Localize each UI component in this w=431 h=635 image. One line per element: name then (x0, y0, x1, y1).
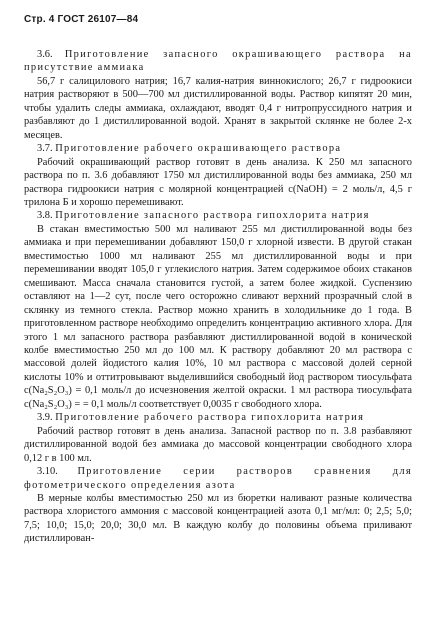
section-heading-3-6 (24, 48, 412, 75)
section-heading-3-10 (24, 465, 412, 492)
section-number: 3.7. (37, 143, 53, 155)
section-heading-3-7 (24, 142, 412, 155)
section-title: Приготовление серии растворов сравнения для фотометрического определения азота (24, 466, 412, 491)
section-body-3-9: Рабочий раствор готовят в день анализа. Запасной раствор по п. 3.8 разбавляют дистиллированной водой без аммиака до массовой концентрации свободного хлора 0,12 г в 100 мл. (24, 425, 412, 464)
section-heading-3-9 (24, 411, 412, 424)
section-title: Приготовление рабочего окрашивающего раствора (55, 143, 342, 155)
section-title: Приготовление запасного окрашивающего раствора на присутствие аммиака (24, 49, 412, 74)
section-number: 3.9. (37, 412, 53, 424)
page-header: Стр. 4 ГОСТ 26107—84 (24, 14, 139, 25)
section-number: 3.8. (37, 210, 53, 222)
section-body-3-6: 56,7 г салицилового натрия; 16,7 калия-натрия виннокислого; 26,7 г гидроокиси натрия растворяют в 500—700 мл дистиллированной воды. Раствор кипятят 20 мин, чтобы удалить следы аммиака, охлаждают, вводят 0,4 г нитропруссидного натрия и разбавляют до 1 дистиллированной водой. Хранят в закрытой склянке не более 2-х месяцев. (24, 75, 412, 141)
section-body-3-7: Рабочий окрашивающий раствор готовят в день анализа. К 250 мл запасного раствора по п. 3.6 добавляют 1750 мл дистиллированной воды без аммиака, 250 мл раствора гидроокиси натрия с молярной концентрацией с(NaOH) = 2 моль/л, 4,5 г трилона Б и хорошо перемешивают. (24, 156, 412, 208)
section-body-3-10: В мерные колбы вместимостью 250 мл из бюретки наливают разные количества раствора хлористого аммония с массовой концентрацией азота 0,1 мг/мл: 0; 2,5; 5,0; 7,5; 10,0; 15,0; 20,0; 30,0 мл. В каждую колбу до половины объема приливают дистиллирован- (24, 492, 412, 545)
section-title: Приготовление запасного раствора гипохлорита натрия (55, 210, 370, 222)
section-heading-3-8 (24, 209, 412, 222)
section-number: 3.10. (37, 466, 58, 478)
section-title: Приготовление рабочего раствора гипохлорита натрия (55, 412, 365, 424)
document-body (24, 48, 412, 546)
section-body-3-8: В стакан вместимостью 500 мл наливают 255 мл дистиллированной воды без аммиака и при перемешивании добавляют 150,0 г хлорной извести. В другой стакан вместимостью 1000 мл наливают 255 мл дистиллированной воды и при перемешивании вводят 105,0 г углекислого натрия. Затем содержимое обоих стаканов смешивают. Масса сначала становится густой, а затем более жидкой. Суспензию оставляют на 1—2 сут, после чего осторожно сливают верхний прозрачный слой в склянку из темного стекла. Раствор можно хранить в холодильнике до 1 года. В приготовленном растворе необходимо определить концентрацию активного хлора. Для этого 1 мл запасного раствора разбавляют дистиллированной водой в конической колбе вместимостью 250 мл до 100 мл. К раствору добавляют 20 мл раствора с массовой долей йодистого калия 10%, 10 мл раствора с массовой долей серной кислоты 10% и оттитровывают выделившийся свободный йод раствором тиосульфата с(Na₂S₂O₃) = 0,1 моль/л до исчезновения желтой окраски. 1 мл раствора тиосульфата с(Na₂S₂O₃) = = 0,1 моль/л соответствует 0,0035 г свободного хлора. (24, 223, 412, 410)
section-number: 3.6. (37, 49, 53, 60)
